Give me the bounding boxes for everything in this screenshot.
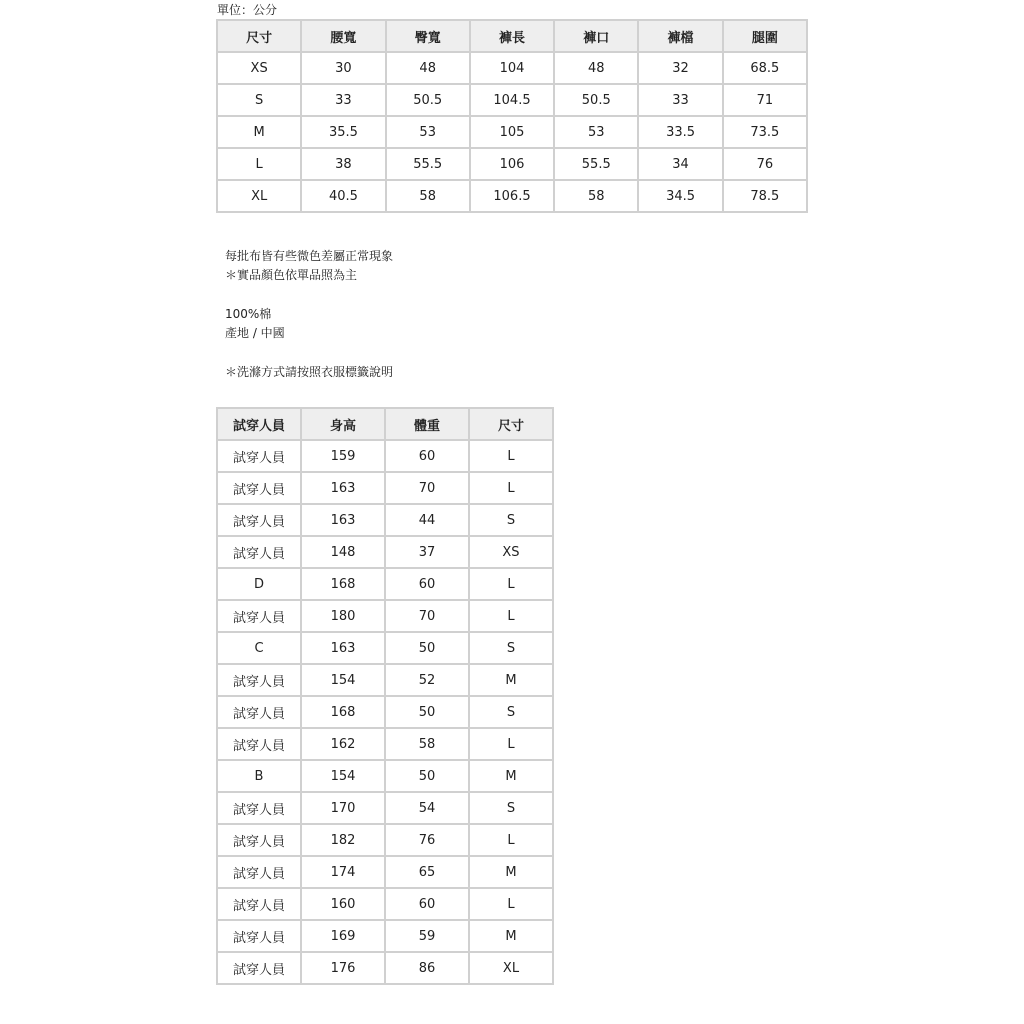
size-chart-row xyxy=(217,52,807,84)
tryon-cell-size: XL xyxy=(469,952,553,984)
tryon-cell-person: 試穿人員 xyxy=(217,600,301,632)
tryon-cell-size: L xyxy=(469,440,553,472)
tryon-cell-weight: 58 xyxy=(385,728,469,760)
tryon-cell-size: L xyxy=(469,888,553,920)
tryon-cell-weight: 70 xyxy=(385,472,469,504)
tryon-cell-height: 168 xyxy=(301,568,385,600)
size-chart-cell-length: 104.5 xyxy=(470,84,554,116)
size-chart-table xyxy=(216,19,808,213)
tryon-row xyxy=(217,888,553,920)
size-chart-row xyxy=(217,180,807,212)
tryon-cell-weight: 70 xyxy=(385,600,469,632)
tryon-cell-size: S xyxy=(469,504,553,536)
tryon-cell-height: 154 xyxy=(301,760,385,792)
size-chart-cell-thigh: 68.5 xyxy=(723,52,807,84)
tryon-cell-person: D xyxy=(217,568,301,600)
size-chart-cell-size: M xyxy=(217,116,301,148)
tryon-cell-height: 168 xyxy=(301,696,385,728)
tryon-body xyxy=(217,440,553,984)
tryon-row xyxy=(217,600,553,632)
tryon-row xyxy=(217,920,553,952)
size-chart-cell-size: L xyxy=(217,148,301,180)
tryon-cell-weight: 59 xyxy=(385,920,469,952)
size-chart-cell-length: 105 xyxy=(470,116,554,148)
tryon-cell-height: 163 xyxy=(301,632,385,664)
tryon-row xyxy=(217,472,553,504)
size-chart-cell-hip: 48 xyxy=(386,52,470,84)
size-chart-row xyxy=(217,116,807,148)
tryon-cell-size: M xyxy=(469,760,553,792)
tryon-cell-person: 試穿人員 xyxy=(217,536,301,568)
tryon-cell-person: 試穿人員 xyxy=(217,472,301,504)
size-chart-cell-rise: 34 xyxy=(638,148,722,180)
tryon-cell-height: 159 xyxy=(301,440,385,472)
size-chart-cell-thigh: 73.5 xyxy=(723,116,807,148)
tryon-cell-weight: 65 xyxy=(385,856,469,888)
tryon-cell-person: C xyxy=(217,632,301,664)
tryon-row xyxy=(217,504,553,536)
tryon-cell-height: 148 xyxy=(301,536,385,568)
color-note-2: ＊實品顏色依單品照為主 xyxy=(225,268,358,282)
tryon-row xyxy=(217,536,553,568)
tryon-cell-size: M xyxy=(469,856,553,888)
size-chart-cell-length: 104 xyxy=(470,52,554,84)
tryon-row xyxy=(217,856,553,888)
size-chart-cell-hem: 48 xyxy=(554,52,638,84)
tryon-row xyxy=(217,728,553,760)
size-chart-row xyxy=(217,84,807,116)
material-notes xyxy=(225,305,285,343)
tryon-cell-size: L xyxy=(469,600,553,632)
unit-label: 單位：公分 xyxy=(217,3,278,17)
tryon-cell-weight: 76 xyxy=(385,824,469,856)
size-chart-cell-thigh: 71 xyxy=(723,84,807,116)
tryon-header-row xyxy=(217,408,553,440)
size-header-hem: 褲口 xyxy=(554,20,638,52)
tryon-cell-weight: 50 xyxy=(385,760,469,792)
size-chart-header-row xyxy=(217,20,807,52)
tryon-header-weight: 體重 xyxy=(385,408,469,440)
tryon-cell-weight: 60 xyxy=(385,568,469,600)
tryon-cell-person: 試穿人員 xyxy=(217,504,301,536)
size-header-waist: 腰寬 xyxy=(301,20,385,52)
size-header-thigh: 腿圍 xyxy=(723,20,807,52)
tryon-cell-weight: 86 xyxy=(385,952,469,984)
tryon-row xyxy=(217,760,553,792)
size-chart-cell-waist: 35.5 xyxy=(301,116,385,148)
tryon-cell-size: S xyxy=(469,632,553,664)
tryon-cell-height: 163 xyxy=(301,472,385,504)
tryon-cell-height: 162 xyxy=(301,728,385,760)
size-chart-body xyxy=(217,52,807,212)
tryon-row xyxy=(217,952,553,984)
size-chart-cell-hem: 53 xyxy=(554,116,638,148)
color-notes xyxy=(225,247,393,285)
color-note-1: 每批布皆有些微色差屬正常現象 xyxy=(225,249,394,263)
size-chart-cell-thigh: 76 xyxy=(723,148,807,180)
size-header-size: 尺寸 xyxy=(217,20,301,52)
size-header-length: 褲長 xyxy=(470,20,554,52)
tryon-cell-person: 試穿人員 xyxy=(217,952,301,984)
tryon-header-height: 身高 xyxy=(301,408,385,440)
tryon-row xyxy=(217,664,553,696)
tryon-cell-weight: 44 xyxy=(385,504,469,536)
tryon-cell-person: 試穿人員 xyxy=(217,856,301,888)
tryon-cell-person: 試穿人員 xyxy=(217,664,301,696)
tryon-cell-height: 182 xyxy=(301,824,385,856)
tryon-row xyxy=(217,696,553,728)
tryon-cell-person: 試穿人員 xyxy=(217,440,301,472)
tryon-cell-size: L xyxy=(469,472,553,504)
size-chart-cell-rise: 32 xyxy=(638,52,722,84)
size-chart-cell-hem: 55.5 xyxy=(554,148,638,180)
tryon-cell-size: S xyxy=(469,696,553,728)
tryon-cell-person: 試穿人員 xyxy=(217,920,301,952)
tryon-cell-size: M xyxy=(469,920,553,952)
size-chart-cell-rise: 33.5 xyxy=(638,116,722,148)
tryon-header-person: 試穿人員 xyxy=(217,408,301,440)
tryon-cell-person: 試穿人員 xyxy=(217,824,301,856)
tryon-table xyxy=(216,407,554,985)
tryon-row xyxy=(217,792,553,824)
tryon-cell-weight: 54 xyxy=(385,792,469,824)
size-chart-cell-size: XL xyxy=(217,180,301,212)
tryon-cell-size: M xyxy=(469,664,553,696)
size-header-hip: 臀寬 xyxy=(386,20,470,52)
tryon-cell-person: 試穿人員 xyxy=(217,696,301,728)
size-chart-cell-waist: 30 xyxy=(301,52,385,84)
tryon-cell-height: 160 xyxy=(301,888,385,920)
tryon-cell-weight: 50 xyxy=(385,696,469,728)
tryon-header-size: 尺寸 xyxy=(469,408,553,440)
tryon-row xyxy=(217,632,553,664)
tryon-cell-weight: 60 xyxy=(385,440,469,472)
size-chart-row xyxy=(217,148,807,180)
material-text: 100%棉 xyxy=(225,307,272,321)
tryon-cell-size: XS xyxy=(469,536,553,568)
size-chart-cell-size: XS xyxy=(217,52,301,84)
size-chart-cell-length: 106.5 xyxy=(470,180,554,212)
tryon-cell-height: 163 xyxy=(301,504,385,536)
size-chart-cell-thigh: 78.5 xyxy=(723,180,807,212)
size-chart-cell-size: S xyxy=(217,84,301,116)
tryon-row xyxy=(217,440,553,472)
tryon-cell-height: 169 xyxy=(301,920,385,952)
tryon-cell-person: 試穿人員 xyxy=(217,728,301,760)
size-chart-cell-hem: 58 xyxy=(554,180,638,212)
tryon-cell-height: 154 xyxy=(301,664,385,696)
tryon-cell-person: 試穿人員 xyxy=(217,888,301,920)
size-chart-cell-rise: 33 xyxy=(638,84,722,116)
size-chart-cell-hip: 53 xyxy=(386,116,470,148)
size-chart-cell-rise: 34.5 xyxy=(638,180,722,212)
tryon-row xyxy=(217,568,553,600)
tryon-cell-weight: 37 xyxy=(385,536,469,568)
tryon-cell-height: 174 xyxy=(301,856,385,888)
tryon-cell-person: 試穿人員 xyxy=(217,792,301,824)
tryon-cell-person: B xyxy=(217,760,301,792)
size-chart-cell-hip: 55.5 xyxy=(386,148,470,180)
tryon-cell-height: 180 xyxy=(301,600,385,632)
size-chart-cell-waist: 33 xyxy=(301,84,385,116)
size-chart-cell-hip: 58 xyxy=(386,180,470,212)
tryon-cell-height: 176 xyxy=(301,952,385,984)
tryon-cell-weight: 50 xyxy=(385,632,469,664)
tryon-cell-height: 170 xyxy=(301,792,385,824)
tryon-cell-weight: 52 xyxy=(385,664,469,696)
size-chart-cell-waist: 40.5 xyxy=(301,180,385,212)
tryon-cell-size: L xyxy=(469,824,553,856)
origin-text: 產地 / 中國 xyxy=(225,326,285,340)
tryon-cell-size: L xyxy=(469,728,553,760)
size-chart-cell-hem: 50.5 xyxy=(554,84,638,116)
tryon-cell-weight: 60 xyxy=(385,888,469,920)
wash-note: ＊洗滌方式請按照衣服標籤說明 xyxy=(225,365,394,379)
tryon-cell-size: L xyxy=(469,568,553,600)
size-chart-cell-waist: 38 xyxy=(301,148,385,180)
tryon-cell-size: S xyxy=(469,792,553,824)
size-chart-cell-length: 106 xyxy=(470,148,554,180)
size-chart-cell-hip: 50.5 xyxy=(386,84,470,116)
tryon-row xyxy=(217,824,553,856)
size-header-rise: 褲檔 xyxy=(638,20,722,52)
